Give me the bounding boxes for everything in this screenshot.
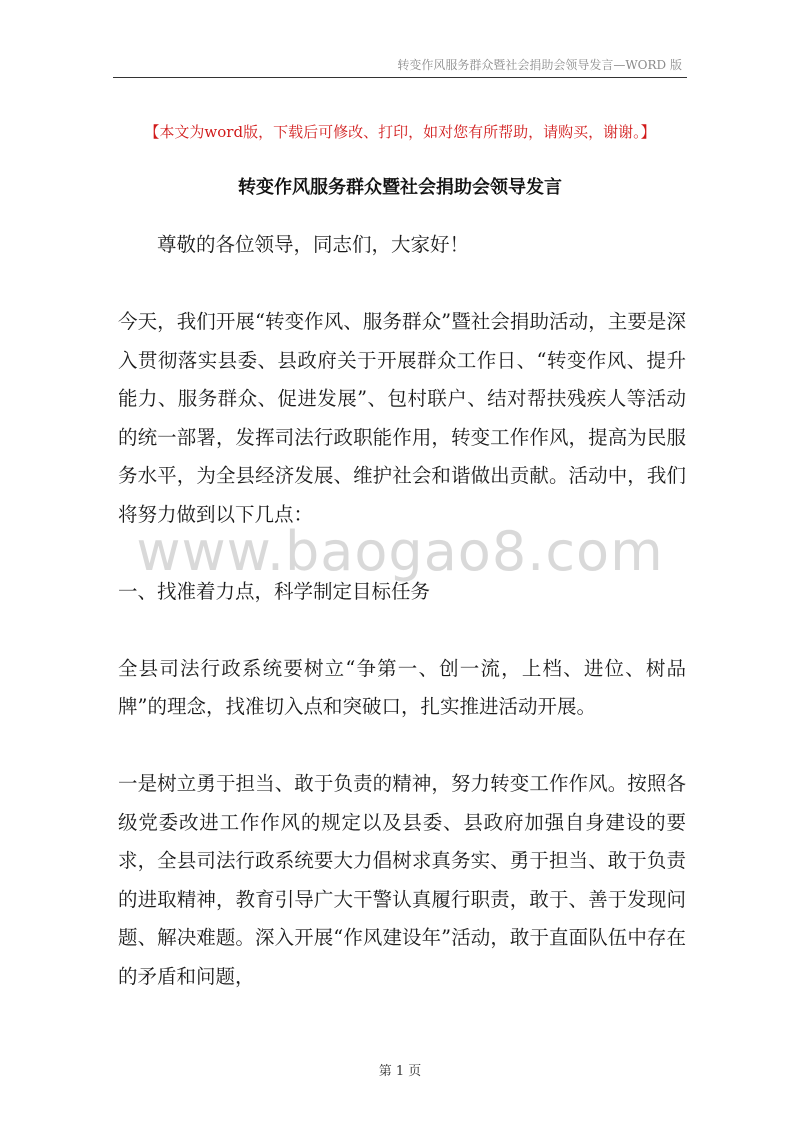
purchase-notice: 【本文为word版，下载后可修改、打印，如对您有所帮助，请购买，谢谢。】 [144,123,656,141]
running-header: 转变作风服务群众暨社会捐助会领导发言—WORD 版 [397,58,682,72]
document-body [118,226,686,1035]
section-heading: 一、找准着力点，科学制定目标任务 [118,579,431,603]
page-number: 第 1 页 [378,1064,422,1079]
document-title: 转变作风服务群众暨社会捐助会领导发言 [238,177,562,198]
greeting-paragraph: 尊敬的各位领导，同志们，大家好！ [157,233,470,256]
body-paragraph: 全县司法行政系统要树立“争第一、创一流，上档、进位、树品牌”的理念，找准切入点和突破口，扎实推进活动开展。 [118,656,686,718]
header-divider [113,77,687,78]
watermark: www.baogao8.com [136,520,664,583]
body-paragraph: 今天，我们开展“转变作风、服务群众”暨社会捐助活动，主要是深入贯彻落实县委、县政府关于开展群众工作日、“转变作风、提升能力、服务群众、促进发展”、包村联户、结对帮扶残疾人等活动的统一部署，发挥司法行政职能作用，转变工作作风，提高为民服务水平，为全县经济发展、维护社会和谐做出贡献。活动中，我们将努力做到以下几点： [118,310,686,526]
body-paragraph: 一是树立勇于担当、敢于负责的精神，努力转变工作作风。按照各级党委改进工作作风的规定以及县委、县政府加强自身建设的要求，全县司法行政系统要大力倡树求真务实、勇于担当、敢于负责的进取精神，教育引导广大干警认真履行职责，敢于、善于发现问题、解决难题。深入开展“作风建设年”活动，敢于直面队伍中存在的矛盾和问题， [118,772,686,988]
